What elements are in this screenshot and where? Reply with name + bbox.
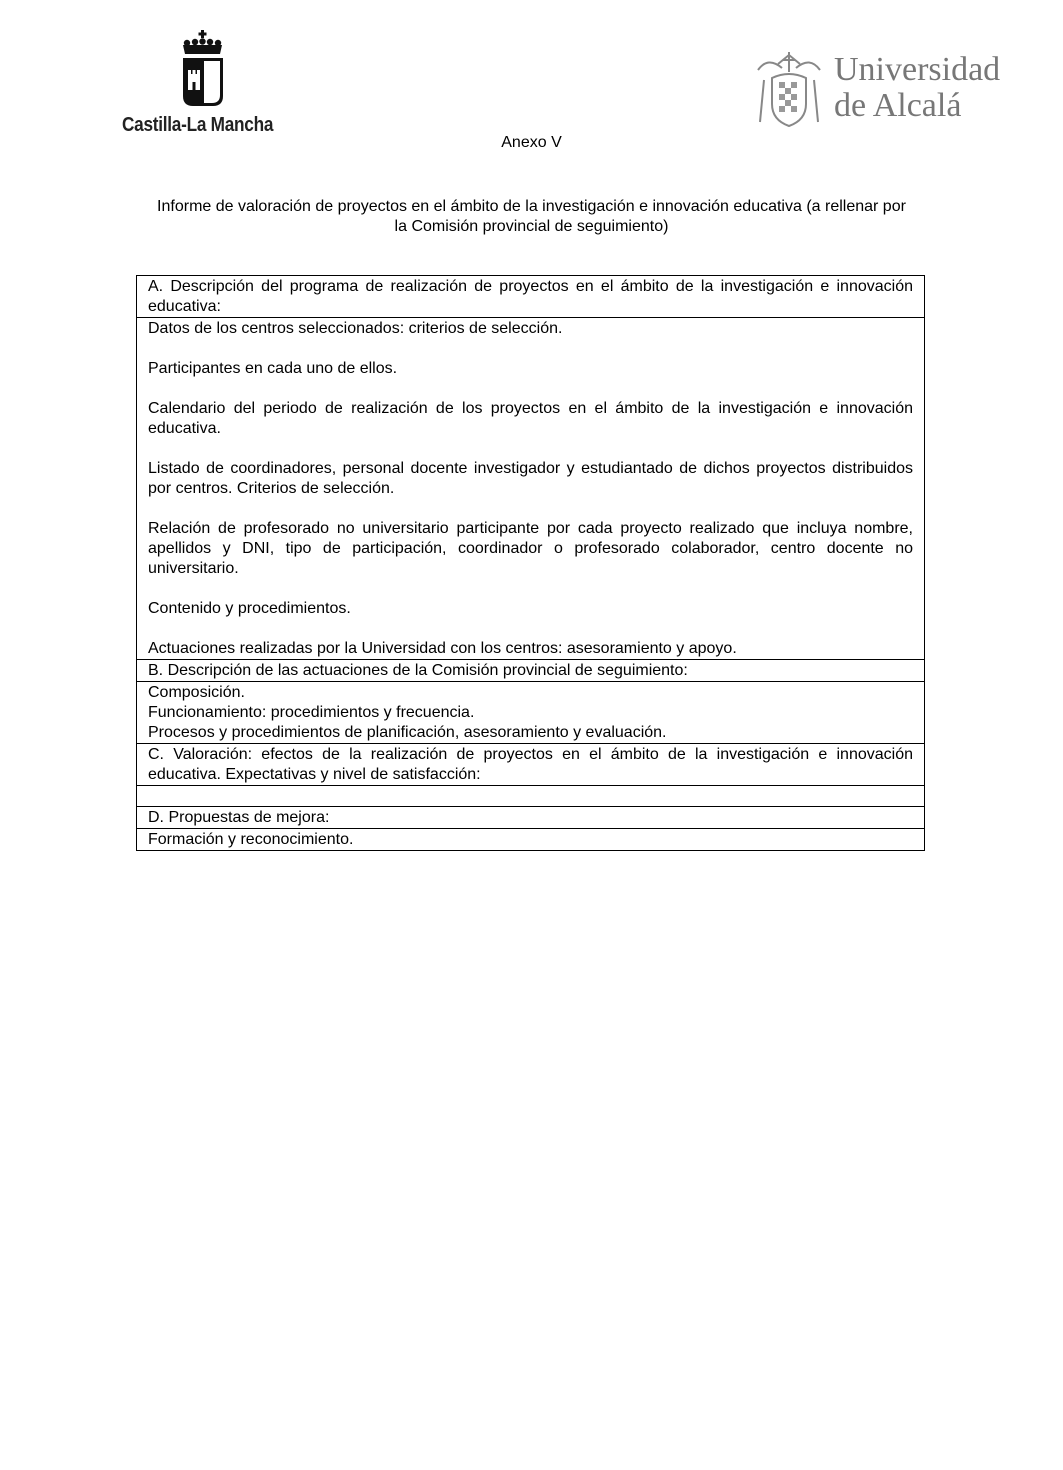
table-row: [137, 682, 925, 744]
document-title: Informe de valoración de proyectos en el ámbito de la investigación e innovación educativa (a rellenar por la Comisión provincial de seguimiento): [157, 198, 906, 235]
list-item: Funcionamiento: procedimientos y frecuencia.: [148, 704, 475, 721]
section-c-heading: C. Valoración: efectos de la realización de proyectos en el ámbito de la investigación e innovación educativa. Expectativas y nivel de satisfacción:: [137, 744, 925, 786]
list-item: Calendario del periodo de realización de los proyectos en el ámbito de la investigación e innovación educativa.: [148, 400, 913, 437]
list-item: Datos de los centros seleccionados: criterios de selección.: [148, 320, 563, 337]
list-item: Participantes en cada uno de ellos.: [148, 360, 398, 377]
right-logo-name-line1: Universidad: [834, 51, 1001, 88]
section-d-heading: D. Propuestas de mejora:: [137, 807, 925, 829]
table-row: [137, 807, 925, 829]
left-logo-name: Castilla-La Mancha: [122, 114, 274, 136]
list-item: Formación y reconocimiento.: [148, 831, 354, 848]
table-row: [137, 276, 925, 318]
castilla-la-mancha-logo: [120, 30, 290, 140]
castle-crown-shield-icon: [178, 30, 228, 110]
table-row: [137, 829, 925, 851]
universidad-de-alcala-logo: [752, 50, 1012, 130]
section-a-heading: A. Descripción del programa de realización de proyectos en el ámbito de la investigación e innovación educativa:: [137, 276, 925, 318]
table-row: [137, 660, 925, 682]
table-row: [137, 786, 925, 807]
section-d-content: [137, 829, 925, 851]
section-c-content-empty: [137, 786, 925, 807]
list-item: Procesos y procedimientos de planificación, asesoramiento y evaluación.: [148, 724, 667, 741]
list-item: Contenido y procedimientos.: [148, 600, 351, 617]
university-coat-of-arms-icon: [752, 50, 826, 130]
list-item: Composición.: [148, 684, 245, 701]
section-a-content: [137, 318, 925, 660]
section-b-heading: B. Descripción de las actuaciones de la Comisión provincial de seguimiento:: [137, 660, 925, 682]
section-b-content: [137, 682, 925, 744]
list-item: Actuaciones realizadas por la Universidad con los centros: asesoramiento y apoyo.: [148, 640, 737, 657]
table-row: [137, 318, 925, 660]
list-item: Listado de coordinadores, personal docente investigador y estudiantado de dichos proyectos distribuidos por centros. Criterios de selección.: [148, 460, 913, 497]
report-form-table: [136, 275, 925, 851]
list-item: Relación de profesorado no universitario participante por cada proyecto realizado que incluya nombre, apellidos y DNI, tipo de participación, coordinador o profesorado colaborador, centro docente no universitario.: [148, 520, 913, 577]
annex-label: Anexo V: [501, 134, 562, 151]
right-logo-name: [834, 52, 1000, 124]
table-row: [137, 744, 925, 786]
right-logo-name-line2: de Alcalá: [834, 87, 962, 124]
